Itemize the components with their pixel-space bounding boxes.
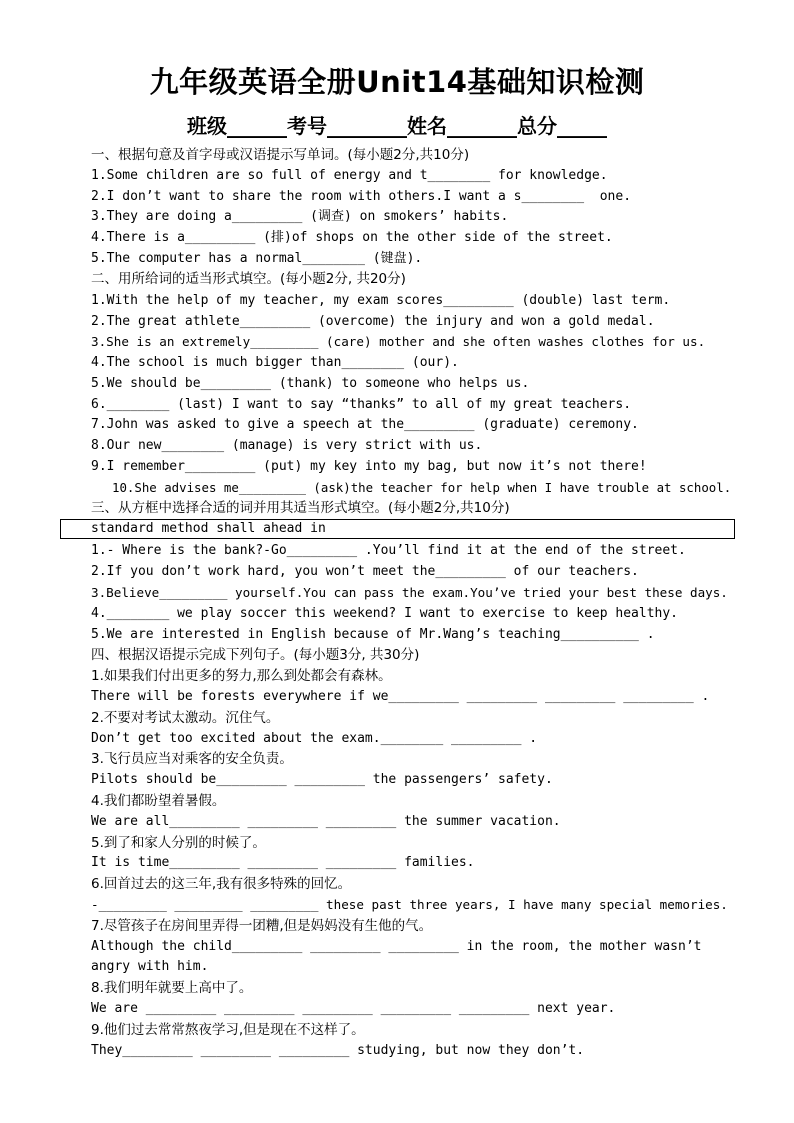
section4-item-chinese: 2.不要对考试太激动。沉住气。 — [91, 710, 280, 726]
section4-item-chinese: 4.我们都盼望着暑假。 — [91, 793, 226, 809]
section4-item-chinese: 5.到了和家人分别的时候了。 — [91, 835, 266, 851]
section3-item: 5.We are interested in English because of Mr.Wang’s teaching__________ . — [91, 627, 655, 642]
section2-item: 3.She is an extremely_________ (care) mother and she often washes clothes for us. — [91, 334, 706, 349]
section1-item: 1.Some children are so full of energy and t________ for knowledge. — [91, 168, 608, 183]
section4-item-english: Pilots should be_________ _________ the passengers’ safety. — [91, 772, 553, 787]
section2-item: 9.I remember_________ (put) my key into my bag, but now it’s not there! — [91, 459, 647, 474]
section2-item: 6.________ (last) I want to say “thanks” to all of my great teachers. — [91, 397, 632, 412]
section3-item: 1.- Where is the bank?-Go_________ .You’ll find it at the end of the street. — [91, 543, 686, 558]
section2-item: 2.The great athlete_________ (overcome) the injury and won a gold medal. — [91, 314, 655, 329]
section4-item-chinese: 9.他们过去常常熬夜学习,但是现在不这样了。 — [91, 1022, 365, 1038]
section4-item-english: There will be forests everywhere if we_________ _________ _________ _________ . — [91, 689, 710, 704]
section2-item: 7.John was asked to give a speech at the_________ (graduate) ceremony. — [91, 417, 639, 432]
section4-item-english: -_________ _________ _________ these past three years, I have many special memories. — [91, 897, 728, 912]
section4-item-english: Although the child_________ _________ _________ in the room, the mother wasn’t — [91, 939, 702, 954]
section4-item-english: Don’t get too excited about the exam.________ _________ . — [91, 731, 538, 746]
section4-item-chinese: 1.如果我们付出更多的努力,那么到处都会有森林。 — [91, 668, 392, 684]
section3-item: 3.Believe_________ yourself.You can pass the exam.You’ve tried your best these days. — [91, 585, 728, 600]
section4-item-chinese: 3.飞行员应当对乘客的安全负责。 — [91, 751, 293, 767]
section4-item-chinese: 7.尽管孩子在房间里弄得一团糟,但是妈妈没有生他的气。 — [91, 918, 433, 934]
section4-item-chinese: 8.我们明年就要上高中了。 — [91, 980, 253, 996]
section2-item: 10.She advises me_________ (ask)the teacher for help when I have trouble at school. — [112, 480, 732, 495]
section2-item: 4.The school is much bigger than________ (our). — [91, 355, 459, 370]
section4-heading: 四、根据汉语提示完成下列句子。(每小题3分, 共30分) — [91, 647, 420, 663]
section1-item: 4.There is a_________ (排)of shops on the other side of the street. — [91, 230, 613, 245]
section3-item: 2.If you don’t work hard, you won’t meet the_________ of our teachers. — [91, 564, 639, 579]
section4-item-english: We are all_________ _________ _________ the summer vacation. — [91, 814, 561, 829]
section2-item: 1.With the help of my teacher, my exam scores_________ (double) last term. — [91, 293, 671, 308]
student-info-line: 班级______考号________姓名_______总分_____ — [187, 114, 607, 138]
section4-item-english: They_________ _________ _________ studying, but now they don’t. — [91, 1043, 585, 1058]
section3-item: 4.________ we play soccer this weekend? I want to exercise to keep healthy. — [91, 606, 678, 621]
section1-item: 2.I don’t want to share the room with others.I want a s________ one. — [91, 189, 632, 204]
section1-heading: 一、根据句意及首字母或汉语提示写单词。(每小题2分,共10分) — [91, 147, 470, 163]
section3-heading: 三、从方框中选择合适的词并用其适当形式填空。(每小题2分,共10分) — [91, 500, 510, 516]
section4-item-english: It is time_________ _________ _________ families. — [91, 855, 475, 870]
word-box-text: standard method shall ahead in — [91, 521, 326, 536]
page-title: 九年级英语全册Unit14基础知识检测 — [149, 65, 645, 99]
section2-item: 5.We should be_________ (thank) to someone who helps us. — [91, 376, 530, 391]
section4-item-chinese: 6.回首过去的这三年,我有很多特殊的回忆。 — [91, 876, 352, 892]
section1-item: 5.The computer has a normal________ (键盘). — [91, 251, 423, 266]
section4-item-english: angry with him. — [91, 959, 209, 974]
section1-item: 3.They are doing a_________ (调查) on smokers’ habits. — [91, 209, 509, 224]
section4-item-english: We are _________ _________ _________ _________ _________ next year. — [91, 1001, 616, 1016]
section2-heading: 二、用所给词的适当形式填空。(每小题2分, 共20分) — [91, 271, 406, 287]
section2-item: 8.Our new________ (manage) is very strict with us. — [91, 438, 483, 453]
